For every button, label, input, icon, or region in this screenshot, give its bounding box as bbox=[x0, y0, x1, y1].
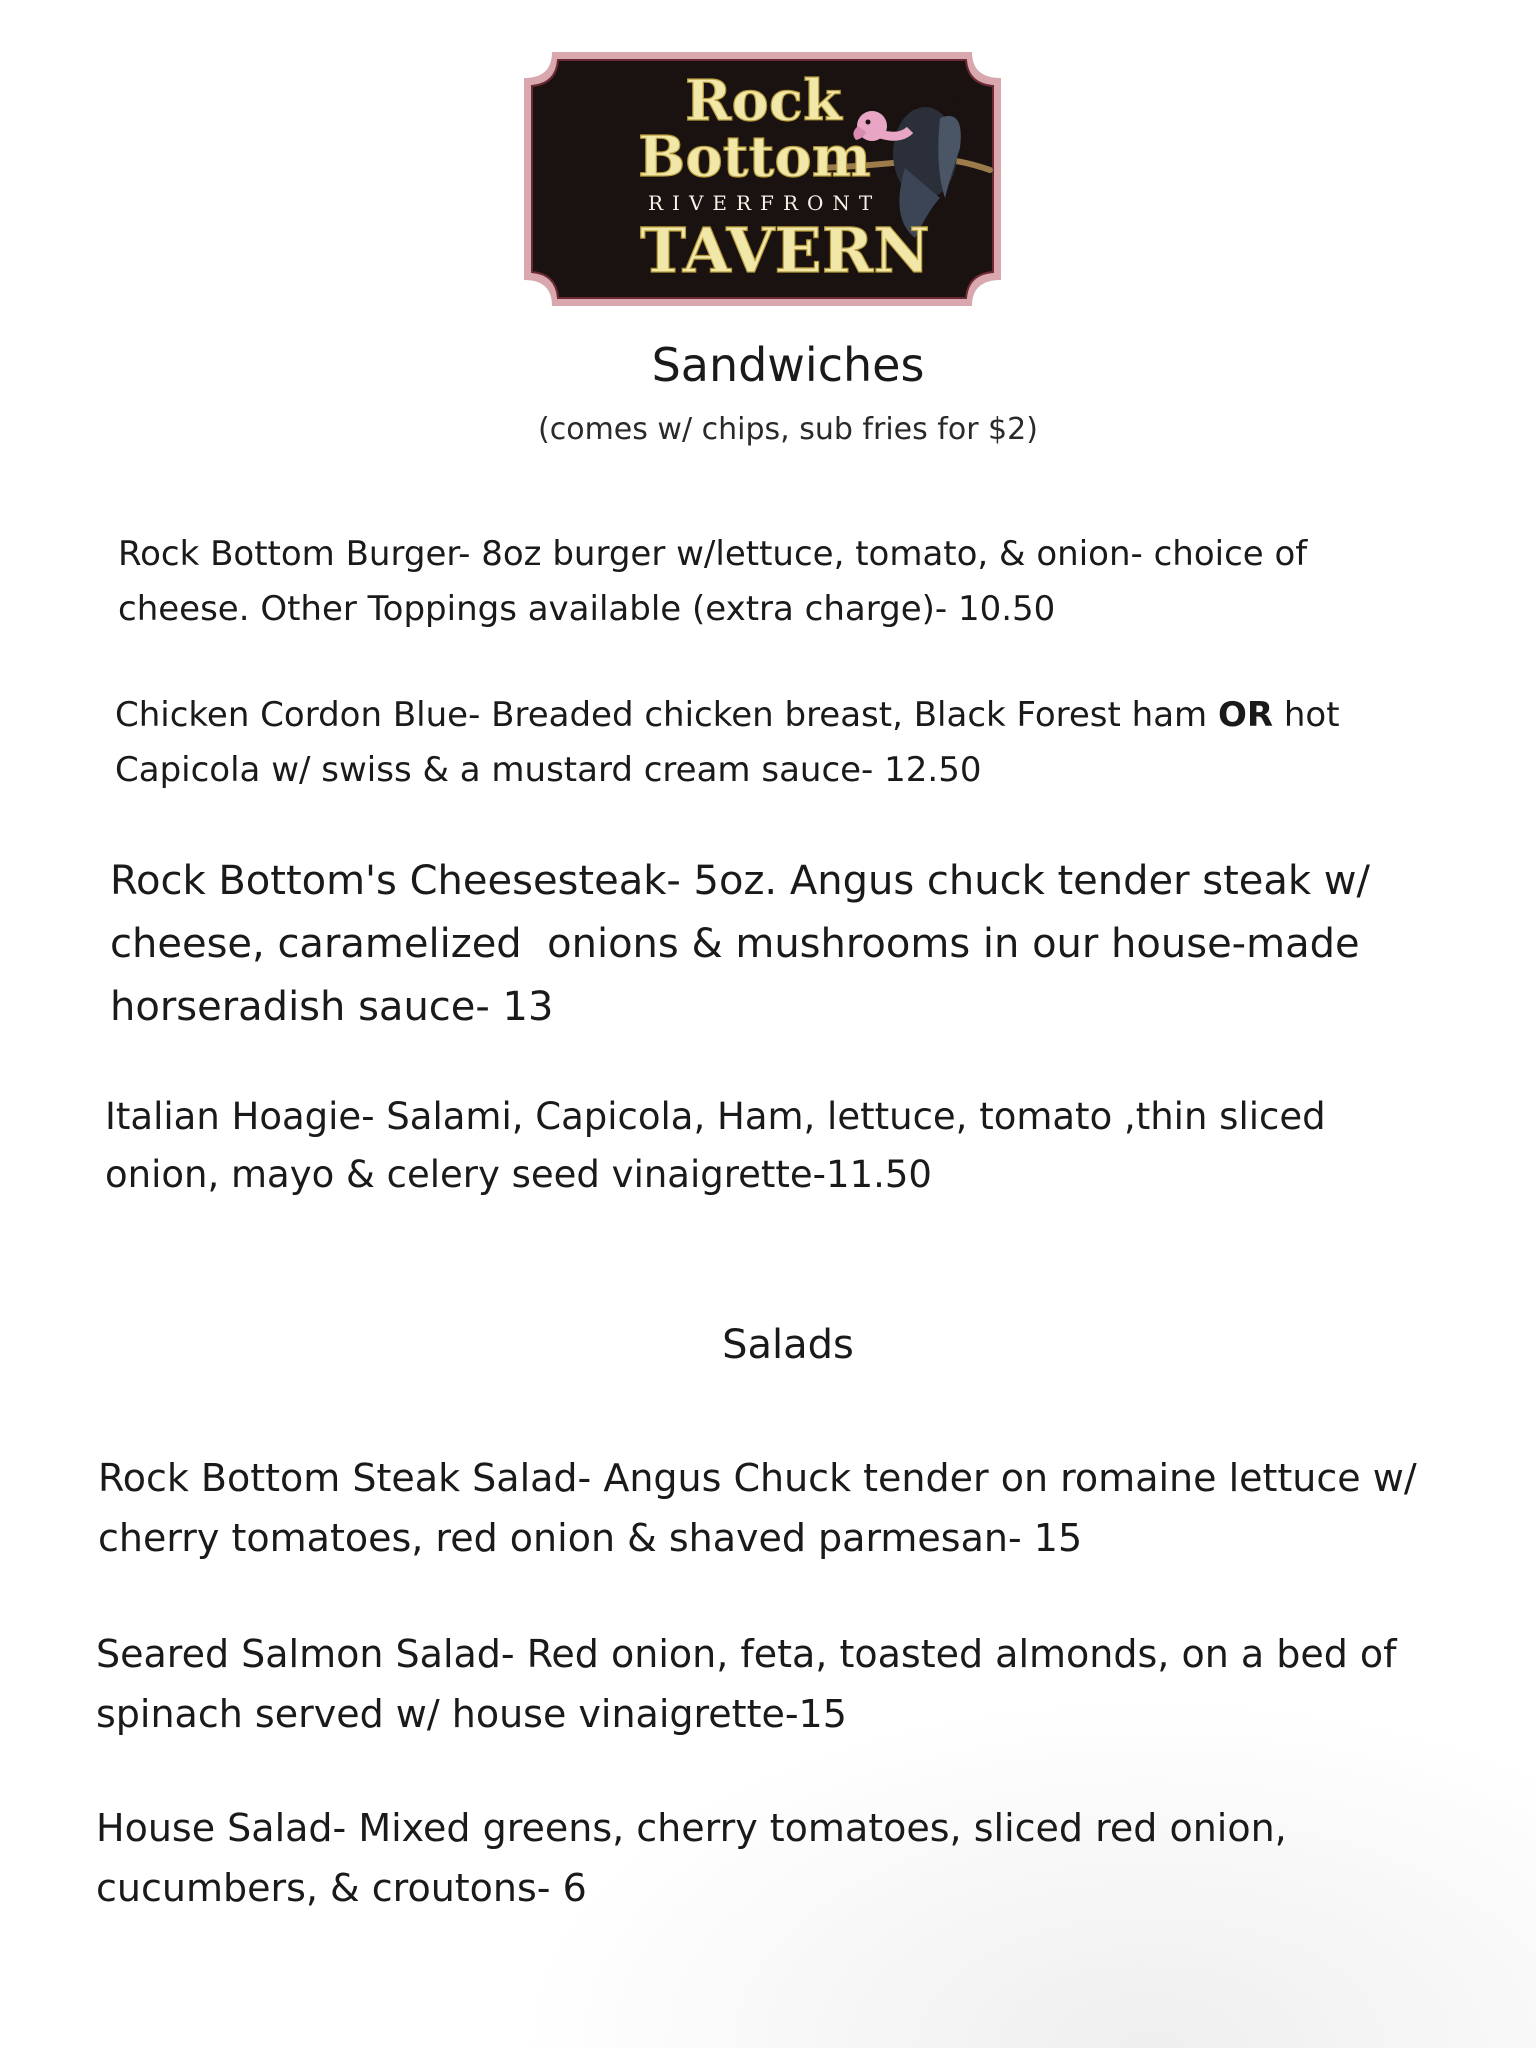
sandwiches-note: (comes w/ chips, sub fries for $2) bbox=[538, 412, 1038, 447]
logo-word-rock: Rock bbox=[685, 68, 842, 134]
item-text: hot bbox=[1273, 695, 1340, 735]
sandwiches-heading: Sandwiches bbox=[651, 338, 925, 392]
logo-word-riverfront: RIVERFRONT bbox=[648, 191, 882, 215]
menu-item-house-salad bbox=[96, 1798, 1287, 1918]
menu-item-italian-hoagie bbox=[105, 1088, 1326, 1204]
tavern-logo bbox=[520, 48, 1005, 310]
item-text: Seared Salmon Salad- Red onion, feta, toasted almonds, on a bed of bbox=[96, 1632, 1397, 1676]
item-text: cheese. Other Toppings available (extra charge)- 10.50 bbox=[118, 589, 1056, 629]
logo-word-bottom: Bottom bbox=[638, 124, 872, 190]
menu-item-salmon-salad bbox=[96, 1624, 1397, 1744]
item-text: cherry tomatoes, red onion & shaved parmesan- 15 bbox=[98, 1516, 1083, 1560]
item-text-emphasis: OR bbox=[1217, 695, 1274, 735]
item-text: Italian Hoagie- Salami, Capicola, Ham, lettuce, tomato ,thin sliced bbox=[105, 1095, 1326, 1138]
menu-item-cheesesteak bbox=[110, 850, 1370, 1039]
item-text: cheese, caramelized onions & mushrooms in our house-made bbox=[110, 921, 1360, 967]
item-text: spinach served w/ house vinaigrette-15 bbox=[96, 1692, 847, 1736]
item-text: Chicken Cordon Blue- Breaded chicken breast, Black Forest ham bbox=[115, 695, 1218, 735]
item-text: House Salad- Mixed greens, cherry tomatoes, sliced red onion, bbox=[96, 1806, 1287, 1850]
menu-item-burger bbox=[118, 527, 1307, 637]
item-text-line bbox=[115, 688, 1340, 743]
item-text: horseradish sauce- 13 bbox=[110, 984, 554, 1030]
salads-heading: Salads bbox=[722, 1322, 854, 1368]
menu-item-steak-salad bbox=[98, 1448, 1417, 1568]
item-text: cucumbers, & croutons- 6 bbox=[96, 1866, 587, 1910]
item-text: Rock Bottom Steak Salad- Angus Chuck tender on romaine lettuce w/ bbox=[98, 1456, 1417, 1500]
menu-item-chicken-cordon-blue bbox=[115, 688, 1340, 798]
item-text: Rock Bottom Burger- 8oz burger w/lettuce, tomato, & onion- choice of bbox=[118, 534, 1308, 574]
logo-word-tavern: TAVERN bbox=[640, 214, 930, 287]
item-text: Capicola w/ swiss & a mustard cream sauce- 12.50 bbox=[115, 750, 982, 790]
item-text: Rock Bottom's Cheesesteak- 5oz. Angus chuck tender steak w/ bbox=[110, 858, 1370, 904]
item-text: onion, mayo & celery seed vinaigrette-11.50 bbox=[105, 1153, 932, 1196]
